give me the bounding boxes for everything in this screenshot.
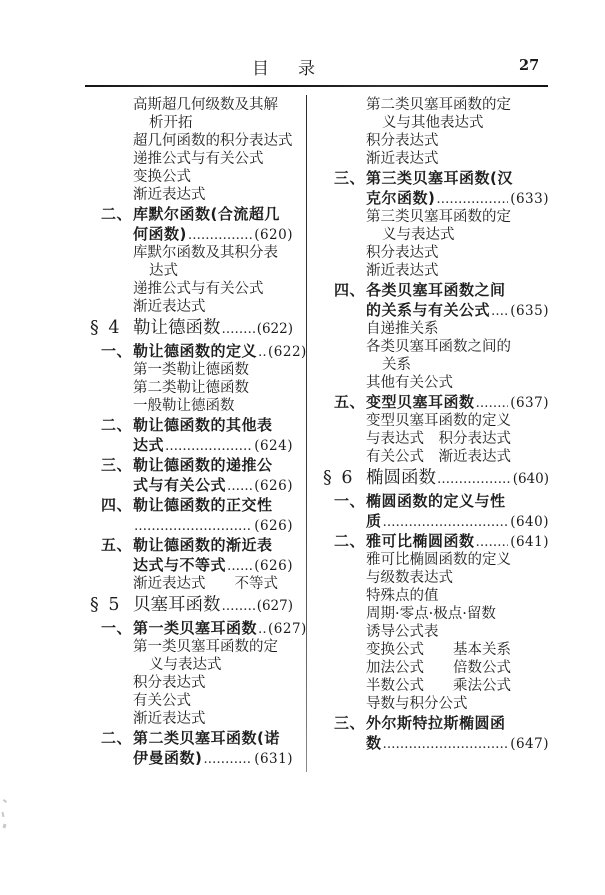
toc-entry: [85, 298, 293, 316]
dot-leader: [227, 555, 252, 577]
entry-text: 半数公式 乘法公式: [366, 678, 511, 694]
toc-entry: [318, 262, 549, 280]
dot-leader: [227, 475, 252, 497]
entry-text: 有关公式: [133, 693, 191, 709]
entry-text: 质: [366, 512, 382, 530]
toc-column-left: [85, 96, 307, 768]
toc-entry: [318, 374, 549, 392]
entry-page-number: (626): [254, 518, 293, 534]
dot-leader: [134, 515, 252, 537]
dot-leader: [222, 316, 255, 342]
entry-page-number: (622): [268, 344, 307, 360]
toc-entry: [85, 728, 293, 748]
entry-marker: 五、: [101, 536, 133, 554]
entry-text: 达式与不等式: [133, 556, 227, 574]
toc-entry: [85, 341, 307, 361]
toc-entry: [85, 224, 293, 244]
toc-entry: [318, 320, 549, 338]
toc-entry: [85, 455, 293, 475]
toc-entry: [318, 226, 549, 244]
toc-entry: [318, 677, 549, 695]
entry-text: 变换公式: [133, 169, 191, 185]
entry-text: 第二类勒让德函数: [133, 380, 249, 396]
dot-leader: [258, 341, 266, 363]
toc-entry: [85, 397, 293, 415]
entry-text: 其他有关公式: [366, 375, 453, 391]
entry-text: 周期·零点·极点·留数: [366, 606, 496, 622]
toc-entry: [85, 435, 293, 455]
toc-entry: [85, 692, 293, 710]
toc-entry: [85, 204, 293, 224]
dot-leader: [383, 511, 509, 533]
entry-marker: 一、: [101, 619, 133, 637]
toc-entry: [85, 535, 293, 555]
entry-text: 何函数): [133, 225, 187, 243]
toc-entry: [318, 430, 549, 448]
toc-entry: [318, 641, 549, 659]
toc-entry: [85, 748, 293, 768]
toc-entry: [85, 150, 293, 168]
entry-text: 自递推关系: [366, 321, 439, 337]
toc-entry: [85, 96, 293, 114]
entry-text: 义与表达式: [382, 227, 455, 243]
toc-entry: [85, 515, 293, 535]
entry-text: 达式: [149, 263, 178, 279]
entry-marker: 一、: [334, 492, 366, 510]
toc-entry: [318, 587, 549, 605]
entry-text: 义与其他表达式: [382, 115, 484, 131]
toc-entry: [318, 356, 549, 374]
entry-text: 超几何函数的积分表达式: [133, 133, 293, 149]
toc-entry: [85, 244, 293, 262]
toc-entry: [85, 361, 293, 379]
entry-text: 与级数表达式: [366, 570, 453, 586]
entry-text: 第二类贝塞耳函数的定: [366, 97, 511, 113]
entry-page-number: (637): [510, 395, 549, 411]
scan-artifact: [3, 799, 7, 803]
entry-text: 第一类勒让德函数: [133, 362, 249, 378]
toc-entry: [318, 448, 549, 466]
entry-text: 椭圆函数: [366, 468, 436, 488]
entry-text: 伊曼函数): [133, 749, 203, 767]
toc-entry: [318, 491, 549, 511]
entry-text: 渐近表达式: [133, 187, 206, 203]
entry-text: 递推公式与有关公式: [133, 151, 264, 167]
toc-entry: [85, 379, 293, 397]
toc-entry: [85, 262, 293, 280]
toc-entry: [85, 168, 293, 186]
entry-text: 第三类贝塞耳函数(汉: [366, 169, 513, 187]
entry-marker: 二、: [101, 729, 133, 747]
toc-entry: [85, 415, 293, 435]
entry-text: 勒让德函数的正交性: [133, 496, 273, 514]
entry-page-number: (647): [510, 736, 549, 752]
toc-entry: [318, 150, 549, 168]
toc-entry: [85, 280, 293, 298]
entry-text: 第二类贝塞耳函数(诺: [133, 729, 280, 747]
dot-leader: [437, 466, 511, 492]
toc-entry: [318, 300, 549, 320]
header-rule: [85, 85, 548, 87]
entry-text: 析开拓: [149, 115, 193, 131]
entry-marker: 二、: [101, 416, 133, 434]
toc-entry: [85, 114, 293, 132]
entry-text: 各类贝塞耳函数之间: [366, 281, 506, 299]
toc-column-right: [318, 96, 549, 753]
entry-marker: 一、: [101, 342, 133, 360]
entry-page-number: (622): [256, 321, 293, 337]
dot-leader: [188, 224, 252, 246]
toc-entry: [318, 338, 549, 356]
entry-page-number: (627): [268, 621, 307, 637]
dot-leader: [383, 733, 509, 755]
entry-text: 积分表达式: [133, 675, 206, 691]
entry-page-number: (631): [254, 751, 293, 767]
entry-text: 数: [366, 734, 382, 752]
dot-leader: [222, 593, 255, 619]
entry-text: 加法公式 倍数公式: [366, 660, 511, 676]
dot-leader: [258, 618, 266, 640]
entry-text: 第一类贝塞耳函数: [133, 619, 258, 637]
toc-entry: [85, 475, 293, 495]
entry-text: 式与有关公式: [133, 476, 227, 494]
toc-entry: [85, 132, 293, 150]
entry-text: 积分表达式: [366, 245, 439, 261]
entry-text: 勒让德函数的递推公: [133, 456, 273, 474]
scan-artifact: [2, 812, 5, 817]
toc-entry: [318, 392, 549, 412]
entry-page-number: (633): [510, 191, 549, 207]
entry-text: 变型贝塞耳函数的定义: [366, 413, 511, 429]
entry-text: 变换公式 基本关系: [366, 642, 511, 658]
toc-entry: [85, 710, 293, 728]
entry-marker: § 4: [90, 318, 122, 338]
entry-text: 的关系与有关公式: [366, 301, 491, 319]
entry-marker: 二、: [334, 532, 366, 550]
entry-text: 第三类贝塞耳函数的定: [366, 209, 511, 225]
entry-text: 积分表达式: [366, 133, 439, 149]
toc-entry: [318, 96, 549, 114]
entry-text: 雅可比椭圆函数: [366, 532, 475, 550]
toc-entry: [318, 623, 549, 641]
entry-text: 椭圆函数的定义与性: [366, 492, 506, 510]
toc-entry: [318, 168, 549, 188]
scan-artifact: [2, 824, 6, 829]
entry-page-number: (640): [512, 471, 549, 487]
entry-text: 特殊点的值: [366, 588, 439, 604]
entry-text: 库默尔函数及其积分表: [133, 245, 278, 261]
toc-entry: [318, 412, 549, 430]
dot-leader: [165, 435, 252, 457]
toc-entry: [85, 674, 293, 692]
toc-entry: [85, 656, 293, 674]
entry-text: 义与表达式: [149, 657, 222, 673]
toc-entry: [85, 555, 293, 575]
entry-text: 渐近表达式: [133, 711, 206, 727]
entry-text: 勒让德函数的渐近表: [133, 536, 273, 554]
entry-marker: § 6: [323, 468, 355, 488]
dot-leader: [476, 392, 509, 414]
entry-page-number: (626): [254, 558, 293, 574]
toc-entry: [318, 208, 549, 226]
entry-text: 各类贝塞耳函数之间的: [366, 339, 511, 355]
page-number: 27: [519, 57, 540, 74]
entry-text: 与表达式 积分表达式: [366, 431, 511, 447]
entry-text: 库默尔函数(合流超几: [133, 205, 280, 223]
entry-marker: 二、: [101, 205, 133, 223]
dot-leader: [491, 300, 508, 322]
entry-text: 高斯超几何级数及其解: [133, 97, 278, 113]
entry-marker: 三、: [334, 714, 366, 732]
toc-entry: [318, 466, 549, 491]
entry-marker: § 5: [90, 595, 122, 615]
toc-entry: [318, 511, 549, 531]
toc-entry: [318, 531, 549, 551]
entry-page-number: (635): [510, 303, 549, 319]
entry-text: 雅可比椭圆函数的定义: [366, 552, 511, 568]
toc-entry: [85, 495, 293, 515]
toc-entry: [318, 733, 549, 753]
toc-entry: [85, 186, 293, 204]
toc-entry: [318, 713, 549, 733]
entry-marker: 四、: [101, 496, 133, 514]
entry-text: 外尔斯特拉斯椭圆函: [366, 714, 506, 732]
toc-entry: [318, 695, 549, 713]
entry-marker: 四、: [334, 281, 366, 299]
entry-text: 渐近表达式: [366, 151, 439, 167]
entry-page-number: (627): [256, 598, 293, 614]
entry-page-number: (640): [510, 514, 549, 530]
entry-text: 贝塞耳函数: [133, 595, 221, 615]
entry-marker: 三、: [101, 456, 133, 474]
entry-text: 渐近表达式 不等式: [133, 576, 278, 592]
entry-text: 达式: [133, 436, 165, 454]
toc-entry: [85, 575, 293, 593]
entry-page-number: (624): [254, 438, 293, 454]
entry-page-number: (626): [254, 478, 293, 494]
entry-text: 勒让德函数的定义: [133, 342, 258, 360]
entry-text: 勒让德函数的其他表: [133, 416, 273, 434]
entry-text: 诱导公式表: [366, 624, 439, 640]
entry-text: 第一类贝塞耳函数的定: [133, 639, 278, 655]
toc-entry: [85, 316, 293, 341]
entry-page-number: (641): [510, 534, 549, 550]
toc-entry: [318, 605, 549, 623]
toc-entry: [318, 188, 549, 208]
toc-entry: [85, 618, 307, 638]
entry-text: 递推公式与有关公式: [133, 281, 264, 297]
dot-leader: [436, 188, 508, 210]
dot-leader: [203, 748, 252, 770]
toc-entry: [318, 280, 549, 300]
entry-text: 导数与积分公式: [366, 696, 468, 712]
entry-text: 有关公式 渐近表达式: [366, 449, 511, 465]
entry-text: 渐近表达式: [133, 299, 206, 315]
entry-text: 克尔函数): [366, 189, 436, 207]
entry-text: 渐近表达式: [366, 263, 439, 279]
toc-entry: [318, 569, 549, 587]
toc-entry: [318, 244, 549, 262]
entry-marker: 五、: [334, 393, 366, 411]
entry-page-number: (620): [254, 227, 293, 243]
entry-text: 一般勒让德函数: [133, 398, 235, 414]
toc-entry: [318, 132, 549, 150]
page-title: 目 录: [252, 59, 321, 79]
entry-text: 关系: [382, 357, 411, 373]
toc-entry: [318, 551, 549, 569]
toc-entry: [318, 659, 549, 677]
entry-text: 变型贝塞耳函数: [366, 393, 475, 411]
entry-marker: 三、: [334, 169, 366, 187]
toc-entry: [85, 638, 293, 656]
toc-entry: [85, 593, 293, 618]
toc-entry: [318, 114, 549, 132]
column-divider: [306, 95, 307, 772]
entry-text: 勒让德函数: [133, 318, 221, 338]
dot-leader: [476, 531, 509, 553]
